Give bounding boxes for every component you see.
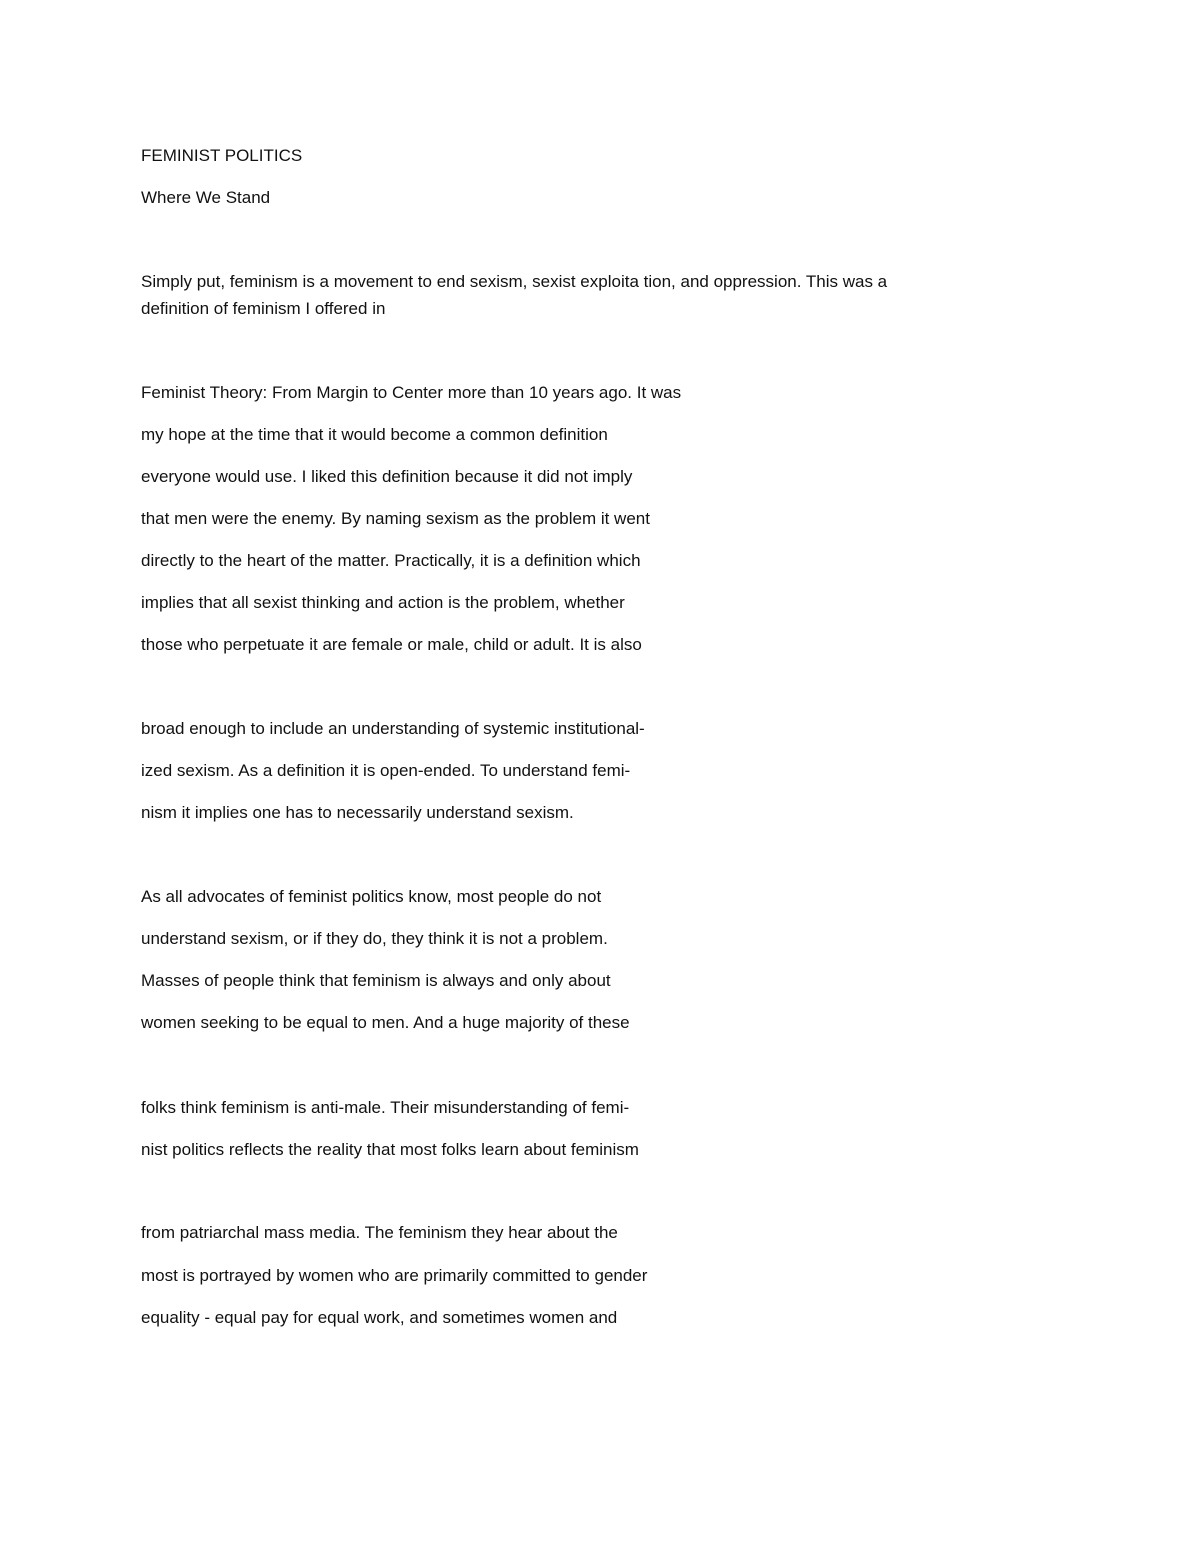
- text-line: definition of feminism I offered in: [141, 299, 386, 318]
- text-line: Simply put, feminism is a movement to end sexism, sexist exploita tion, and oppression. This was a: [141, 272, 888, 291]
- text-line: folks think feminism is anti-male. Their misunderstanding of femi-: [141, 1098, 630, 1117]
- text-line: Feminist Theory: From Margin to Center more than 10 years ago. It was: [141, 383, 682, 402]
- document-subtitle: Where We Stand: [141, 188, 271, 207]
- text-line: nist politics reflects the reality that most folks learn about feminism: [141, 1140, 639, 1159]
- text-line: nism it implies one has to necessarily understand sexism.: [141, 803, 574, 822]
- text-line: equality - equal pay for equal work, and sometimes women and: [141, 1308, 618, 1327]
- text-line: Masses of people think that feminism is always and only about: [141, 971, 611, 990]
- text-line: implies that all sexist thinking and action is the problem, whether: [141, 593, 625, 612]
- text-line: directly to the heart of the matter. Practically, it is a definition which: [141, 551, 641, 570]
- text-line: everyone would use. I liked this definition because it did not imply: [141, 467, 633, 486]
- text-line: As all advocates of feminist politics know, most people do not: [141, 887, 602, 906]
- text-line: most is portrayed by women who are primarily committed to gender: [141, 1266, 648, 1285]
- text-line: those who perpetuate it are female or male, child or adult. It is also: [141, 635, 642, 654]
- text-line: broad enough to include an understanding of systemic institutional-: [141, 719, 645, 738]
- text-line: from patriarchal mass media. The feminism they hear about the: [141, 1223, 618, 1242]
- text-line: my hope at the time that it would become a common definition: [141, 425, 608, 444]
- text-line: that men were the enemy. By naming sexism as the problem it went: [141, 509, 650, 528]
- text-line: understand sexism, or if they do, they think it is not a problem.: [141, 929, 608, 948]
- document-title: FEMINIST POLITICS: [141, 146, 303, 165]
- text-line: women seeking to be equal to men. And a huge majority of these: [141, 1013, 630, 1032]
- text-line: ized sexism. As a definition it is open-ended. To understand femi-: [141, 761, 631, 780]
